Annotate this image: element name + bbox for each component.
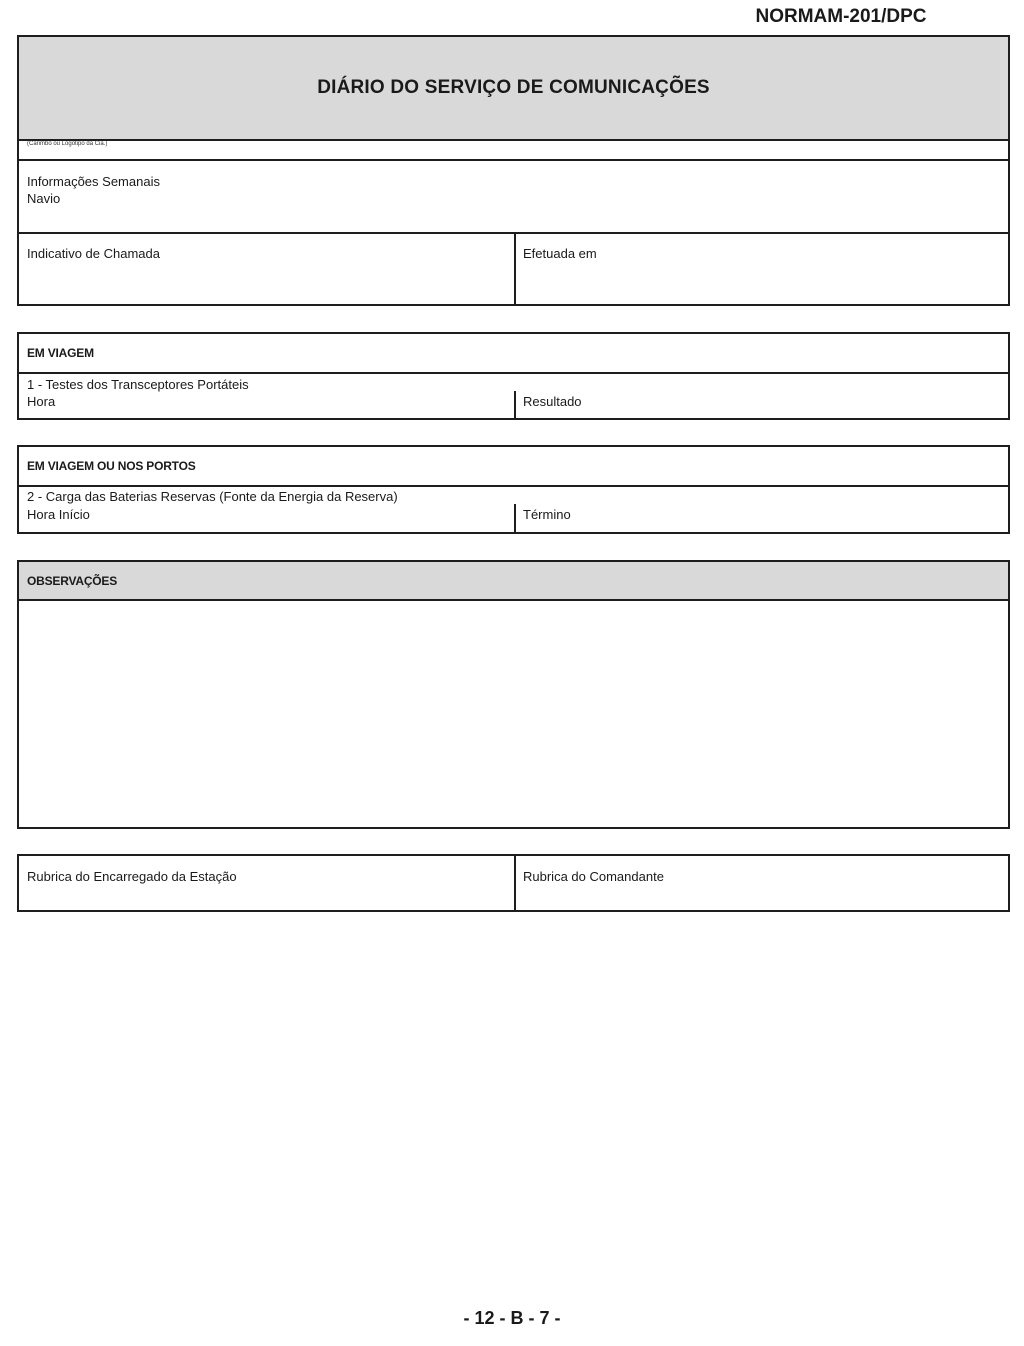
at-sea-or-port-box	[17, 445, 1010, 534]
commander-signature-label: Rubrica do Comandante	[523, 869, 664, 884]
section-heading: EM VIAGEM OU NOS PORTOS	[27, 459, 196, 473]
ship-field-label: Navio	[27, 191, 61, 206]
column-divider	[514, 504, 516, 534]
call-sign-field-label: Indicativo de Chamada	[27, 246, 160, 261]
at-sea-box	[17, 332, 1010, 420]
title-band	[19, 37, 1008, 141]
divider	[19, 159, 1008, 161]
column-divider	[514, 391, 516, 420]
time-field-label: Hora	[27, 394, 56, 409]
item-label: 1 - Testes dos Transceptores Portáteis	[27, 377, 249, 392]
divider	[19, 485, 1008, 487]
observations-band	[19, 562, 1008, 601]
section-heading: EM VIAGEM	[27, 346, 94, 360]
page-number: - 12 - B - 7 -	[463, 1308, 561, 1328]
item-label: 2 - Carga das Baterias Reservas (Fonte da Energia da Reserva)	[27, 489, 398, 504]
form-title: DIÁRIO DO SERVIÇO DE COMUNICAÇÕES	[317, 77, 710, 98]
result-field-label: Resultado	[523, 394, 582, 409]
column-divider	[514, 234, 516, 306]
header-form-box	[17, 35, 1010, 306]
stamp-note: (Carimbo ou Logotipo da Cia.)	[27, 141, 108, 147]
end-field-label: Término	[523, 507, 571, 522]
weekly-info-label: Informações Semanais	[27, 174, 160, 189]
observations-box	[17, 560, 1010, 829]
column-divider	[514, 856, 516, 912]
divider	[19, 372, 1008, 374]
start-time-field-label: Hora Início	[27, 507, 90, 522]
signatures-box	[17, 854, 1010, 912]
station-officer-signature-label: Rubrica do Encarregado da Estação	[27, 869, 237, 884]
document-code: NORMAM-201/DPC	[755, 6, 927, 27]
section-heading: OBSERVAÇÕES	[27, 574, 118, 588]
done-on-field-label: Efetuada em	[523, 246, 597, 261]
